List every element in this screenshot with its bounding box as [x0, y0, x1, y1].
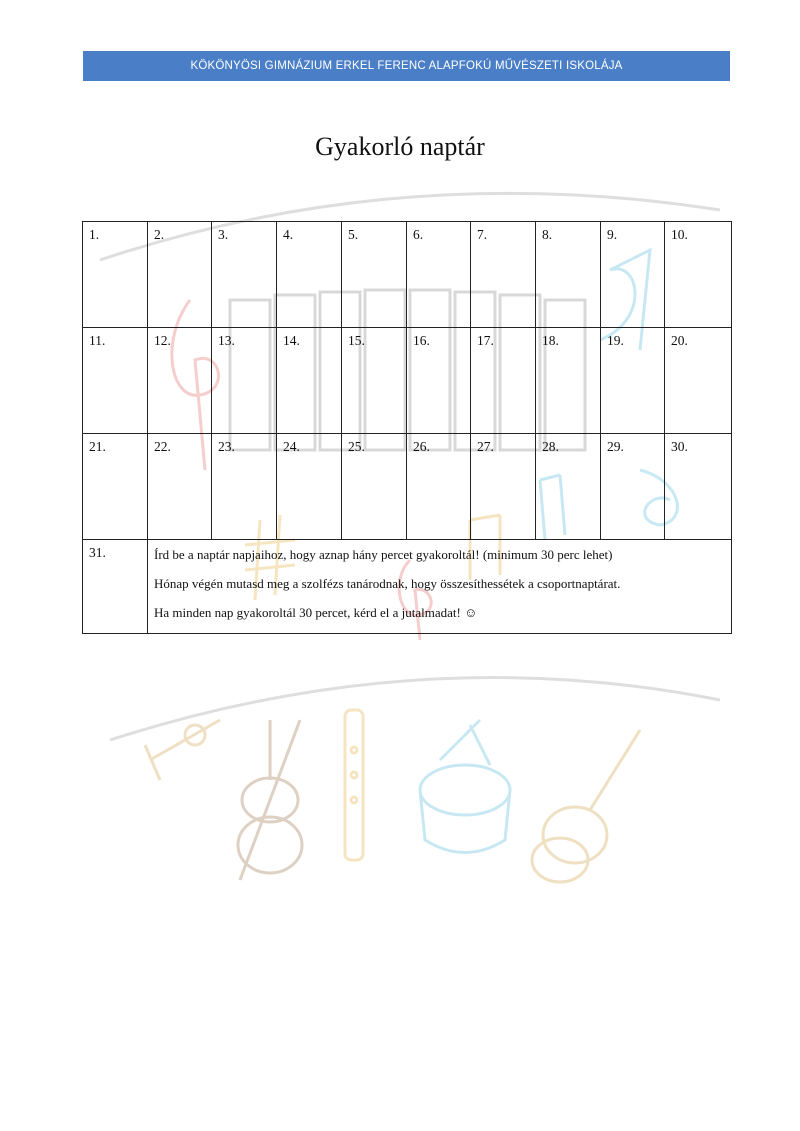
day-cell[interactable]: 4.	[277, 222, 342, 328]
page-title: Gyakorló naptár	[315, 132, 485, 161]
calendar-row-last	[83, 540, 732, 634]
calendar-row	[83, 222, 732, 328]
instruction-text: Hónap végén mutasd meg a szolfézs tanárodnak, hogy összesíthessétek a csoportnaptárat.	[154, 576, 621, 591]
day-cell[interactable]: 10.	[665, 222, 732, 328]
day-cell[interactable]: 17.	[471, 328, 536, 434]
guitar-icon	[532, 730, 640, 882]
day-cell[interactable]: 21.	[83, 434, 148, 540]
day-cell[interactable]: 9.	[601, 222, 665, 328]
day-cell[interactable]: 1.	[83, 222, 148, 328]
day-cell[interactable]: 13.	[212, 328, 277, 434]
day-cell[interactable]: 3.	[212, 222, 277, 328]
day-cell[interactable]: 7.	[471, 222, 536, 328]
practice-calendar	[82, 221, 732, 634]
day-cell[interactable]: 30.	[665, 434, 732, 540]
day-cell[interactable]: 18.	[536, 328, 601, 434]
day-cell[interactable]: 6.	[407, 222, 471, 328]
day-cell[interactable]: 28.	[536, 434, 601, 540]
day-cell[interactable]: 27.	[471, 434, 536, 540]
drum-icon	[420, 720, 510, 853]
school-name: KÖKÖNYÖSI GIMNÁZIUM ERKEL FERENC ALAPFOKÚ MŰVÉSZETI ISKOLÁJA	[190, 60, 623, 72]
day-cell[interactable]: 22.	[148, 434, 212, 540]
day-cell[interactable]: 20.	[665, 328, 732, 434]
day-cell[interactable]: 8.	[536, 222, 601, 328]
instruction-text: Írd be a naptár napjaihoz, hogy aznap hány percet gyakoroltál! (minimum 30 perc lehet)	[154, 547, 613, 562]
day-cell[interactable]: 23.	[212, 434, 277, 540]
day-cell[interactable]: 11.	[83, 328, 148, 434]
day-cell[interactable]: 5.	[342, 222, 407, 328]
day-cell[interactable]: 24.	[277, 434, 342, 540]
day-cell[interactable]: 2.	[148, 222, 212, 328]
calendar-row	[83, 328, 732, 434]
day-cell[interactable]: 29.	[601, 434, 665, 540]
instructions-cell	[148, 540, 732, 634]
day-cell[interactable]: 19.	[601, 328, 665, 434]
day-cell[interactable]: 25.	[342, 434, 407, 540]
day-cell[interactable]: 12.	[148, 328, 212, 434]
day-cell[interactable]: 15.	[342, 328, 407, 434]
day-cell[interactable]: 16.	[407, 328, 471, 434]
instruction-text: Ha minden nap gyakoroltál 30 percet, kérd el a jutalmadat! ☺	[154, 605, 478, 620]
day-cell[interactable]: 26.	[407, 434, 471, 540]
recorder-icon	[345, 710, 363, 860]
day-cell[interactable]: 14.	[277, 328, 342, 434]
day-cell[interactable]: 31.	[83, 540, 148, 634]
violin-icon	[238, 720, 302, 880]
calendar-row	[83, 434, 732, 540]
trumpet-icon	[145, 720, 220, 780]
